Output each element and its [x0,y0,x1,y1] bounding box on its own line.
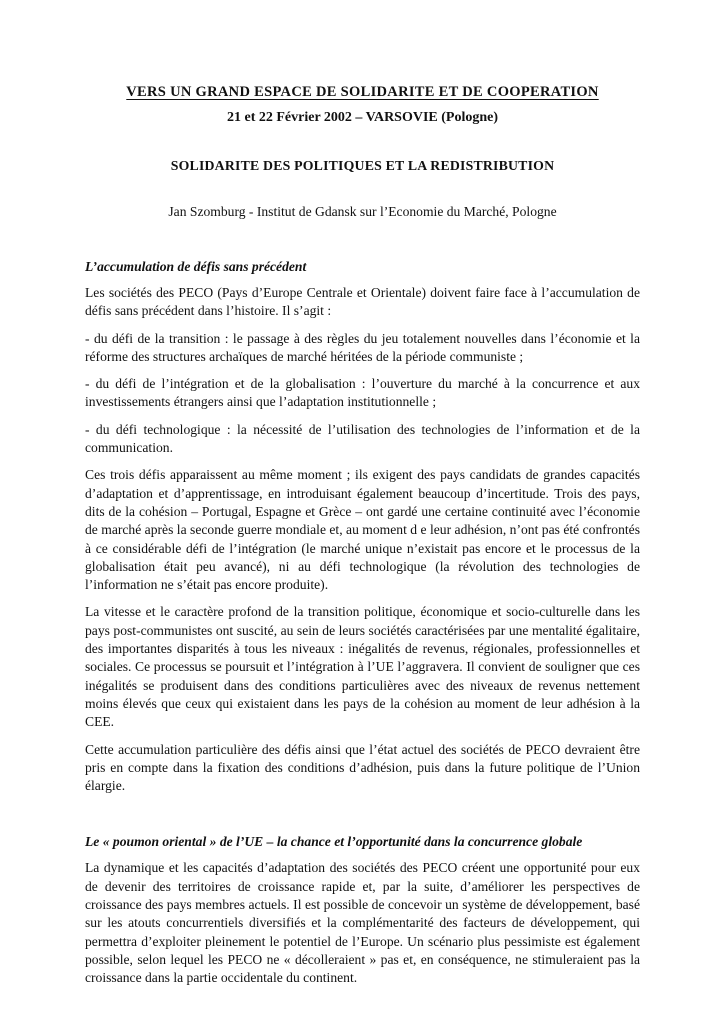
paragraph-dash-item: - du défi de l’intégration et de la globalisation : l’ouverture du marché à la concurrence et aux investissements étrangers ainsi que l’adaptation institutionnelle ; [85,376,640,410]
paragraph: Cette accumulation particulière des défis ainsi que l’état actuel des sociétés de PECO devraient être pris en compte dans la fixation des conditions d’adhésion, puis dans la future politique de l’Union élargie. [85,741,640,794]
author-line: Jan Szomburg - Institut de Gdansk sur l’Economie du Marché, Pologne [168,204,557,219]
section-heading-defis: L’accumulation de défis sans précédent [85,259,307,274]
section-heading-poumon-oriental: Le « poumon oriental » de l’UE – la chance et l’opportunité dans la concurrence globale [85,834,583,850]
document-heading: SOLIDARITE DES POLITIQUES ET LA REDISTRIBUTION [170,158,555,173]
document-content [85,84,640,997]
paragraph-dash-item: - du défi de la transition : le passage à des règles du jeu totalement nouvelles dans l’économie et la réforme des structures archaïques de marché héritées de la période communiste ; [85,330,640,364]
paragraph: La vitesse et le caractère profond de la transition politique, économique et socio-culturelle dans les pays post-communistes ont suscité, au sein de leurs sociétés caractérisées par une mentalité égalitaire, des importantes disparités à tous les niveaux : inégalités de revenus, régionales, professionnelles et sociales. Ce processus se poursuit et l’intégration à l’UE l’aggravera. Il convient de souligner que ces inégalités se produisent dans des conditions particulières avec des niveaux de revenus nettement moins élevés que ceux qui existaient dans les pays de la cohésion au moment de leur adhésion à la CEE. [85,604,640,730]
document-title: VERS UN GRAND ESPACE DE SOLIDARITE ET DE COOPERATION [126,84,599,100]
paragraph-dash-item: - du défi technologique : la nécessité de l’utilisation des technologies de l’information et de la communication. [85,421,640,456]
paragraph: Les sociétés des PECO (Pays d’Europe Centrale et Orientale) doivent faire face à l’accumulation de défis sans précédent dans l’histoire. Il s’agit : [85,285,640,319]
paragraph: La dynamique et les capacités d’adaptation des sociétés des PECO créent une opportunité pour eux de devenir des territoires de croissance rapide et, par la suite, d’améliorer les perspectives de croissance des pays membres actuels. Il est possible de concevoir un système de développement, basé sur les atouts concurrentiels diversifiés et la complémentarité des facteurs de développement, qui permettra d’exploiter pleinement le potentiel de l’Europe. Un scénario plus pessimiste est également possible, selon lequel les PECO ne « décolleraient » pas et, en conséquence, ne stimuleraient pas la croissance dans la partie occidentale du continent. [85,860,640,986]
document-subtitle: 21 et 22 Février 2002 – VARSOVIE (Pologne) [226,110,499,125]
paragraph: Ces trois défis apparaissent au même moment ; ils exigent des pays candidats de grandes capacités d’adaptation et d’apprentissage, en introduisant également beaucoup d’incertitude. Trois des pays, dits de la cohésion – Portugal, Espagne et Grèce – ont gardé une certaine continuité avec l’économie de marché après la seconde guerre mondiale et, au moment d e leur adhésion, n’ont pas été confrontés à ce considérable défi de l’intégration (le marché unique n’existait pas encore et le processus de la globalisation était peu avancé), ni au défi technologique (la révolution des technologies de l’information ne s’était pas encore produite). [85,467,640,593]
